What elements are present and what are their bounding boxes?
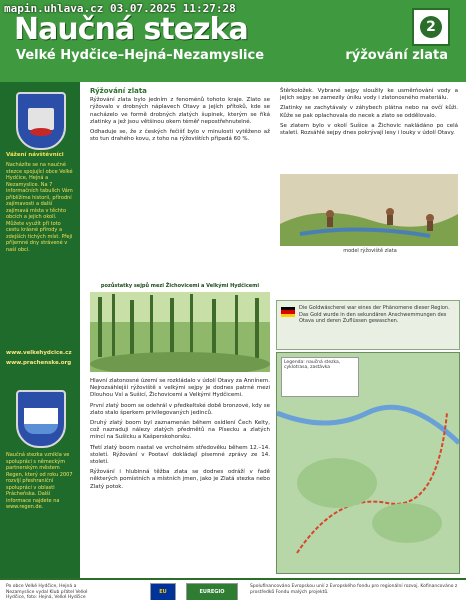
footer-funding: Spolufinancováno Evropskou unií z Evropského fondu pro regionální rozvoj. Kofinancováno z prostředků Fondu malých projektů.: [250, 584, 458, 595]
board-number-badge: [412, 8, 450, 46]
crest-tower: [28, 108, 54, 130]
board-footer: [0, 578, 466, 600]
region-crest-icon: [16, 390, 66, 448]
sidebar-greeting: Vážení návštěvníci: [6, 152, 64, 158]
german-summary-text: Die Goldwäscherei war eines der Phänomene dieser Region. Das Gold wurde in den sekundären Anschwemmungen des Otava und deren Zuflüssen gewaschen.: [299, 305, 450, 324]
paragraph: Rýžování i hlubinná těžba zlata se dodnes odráží v řadě některých pomístních a místních jmen, jako je Zlatá stezka nebo Zlatý potok.: [90, 469, 270, 490]
village-crest-icon: [16, 92, 66, 150]
photo-caption: model rýžoviště zlata: [343, 248, 397, 254]
eu-logo: EU: [150, 583, 176, 600]
link-prachenske[interactable]: www.prachenske.org: [6, 360, 72, 366]
forest-photo-icon: [90, 292, 270, 372]
euregio-logo: EUREGIO: [186, 583, 238, 600]
paragraph: Třetí zlatý boom nastal ve vrcholném středověku během 12.–14. století. Rýžování v Pootaví dokládají písemné zprávy ze 14. století.: [90, 444, 270, 466]
crest-band: [24, 408, 58, 424]
paragraph: Druhý zlatý boom byl zaznamenán během osídlení Čech Kelty, což nazraduji nálezy zlatých předmětů na Písecku a zlatých mincí na Sušicku a Kašperskohorsku.: [90, 420, 270, 441]
photo-caption: pozůstatky sejpů mezi Žichovicemi a Velkými Hydčicemi: [100, 283, 260, 289]
paragraph: Štěrkoložek. Vybrané sejpy sloužily ke usměrňování vody a jejich sejpy se zamezily úniku vody i zlatonosného materiálu.: [280, 88, 458, 102]
photo-model: [280, 174, 458, 254]
crest-fish: [30, 128, 52, 136]
sidebar-intro: Nacházíte se na naučné stezce spojující obce Velké Hydčice, Hejná a Nezamyslice. Na 7 informačních tabulích Vám přiblížíme historii, přírodní zajímavosti a další zajímavá místa v těchto obcích a jejich okolí. Můžete využít při toto cestu krásné přírody a zdejších tichých míst. Přeji příjemné dny strávené v naší obci.: [6, 162, 73, 253]
diorama-photo-icon: [280, 174, 458, 246]
crest-wave: [24, 424, 58, 434]
german-flag-icon: [281, 307, 295, 317]
board-number: 2: [426, 19, 436, 35]
watermark-stamp: mapin.uhlava.cz 03.07.2025 11:27:28: [4, 2, 236, 15]
paragraph: Hlavní zlatonosné území se rozkládalo v údolí Otavy za Annínem. Nejrozsáhlejší rýžoviště s velkými sejpy je dodnes patrné mezi Dlouhou Vsí a Sušicí, Žichovicemi a Velkými Hydčicemi.: [90, 378, 270, 399]
paragraph: Rýžování zlata bylo jedním z fenoménů tohoto kraje. Zlato se rýžovalo v drobných náplavech Otavy a jejích přítoků, kde se nacházelo ve formě drobných zlatých šupinek, kterým se říká zlatinky a jež jsou většinou okem téměř nepostřehnutelné.: [90, 97, 270, 125]
text-column-left: [90, 88, 270, 146]
section-heading: Rýžování zlata: [90, 87, 147, 95]
trail-map: [276, 352, 460, 574]
map-legend: Legenda: naučná stezka, cyklotrasa, zastávka: [281, 357, 359, 397]
paragraph: Odhaduje se, že z českých řečišť bylo v minulosti vytěženo až sto tun drahého kovu, z toho na rýžovištích připadá 60 %.: [90, 129, 270, 143]
paragraph: Zlatinky se zachytávaly v záhybech plátna nebo na ovčí kůži. Kůže se pak oplachovala do necek a zlato se oddělovalo.: [280, 105, 458, 119]
board-subtitle: Velké Hydčice–Hejná–Nezamyslice: [16, 48, 265, 63]
board-topic: rýžování zlata: [345, 48, 448, 63]
main-content: [80, 82, 466, 578]
link-velkehydcice[interactable]: www.velkehydcice.cz: [6, 350, 72, 356]
footer-credits: Po obce Velké Hydčice, Hejná a Nezamyslice vydal Klub přátel Velké Hydčice, foto: Hejná, Velké Hydčice: [6, 584, 88, 600]
board-title: Naučná stezka: [14, 12, 248, 47]
text-column-left-lower: [90, 378, 270, 494]
text-column-right: [280, 88, 458, 140]
left-sidebar: [0, 82, 80, 578]
german-summary-box: [276, 300, 460, 350]
paragraph: První zlatý boom se odehrál v předkeltské době bronzové, kdy se zlato stalo šperkem privilegovaných jedinců.: [90, 402, 270, 416]
paragraph: Se zlatem bylo v okolí Sušice a Žichovic nakládáno po celá staletí. Rozsáhlé sejpy dnes pokrývají lesy i louky v údolí Otavy.: [280, 122, 458, 137]
photo-sejpy: [90, 283, 270, 372]
sidebar-region-text: Naučná stezka vznikla ve spolupráci s německým partnerským městem Regen, který od roku 2007 rozvíjí přeshraniční spolupráci v oblasti Prácheňska. Další informace najdete na www.regen.de.: [6, 452, 73, 510]
